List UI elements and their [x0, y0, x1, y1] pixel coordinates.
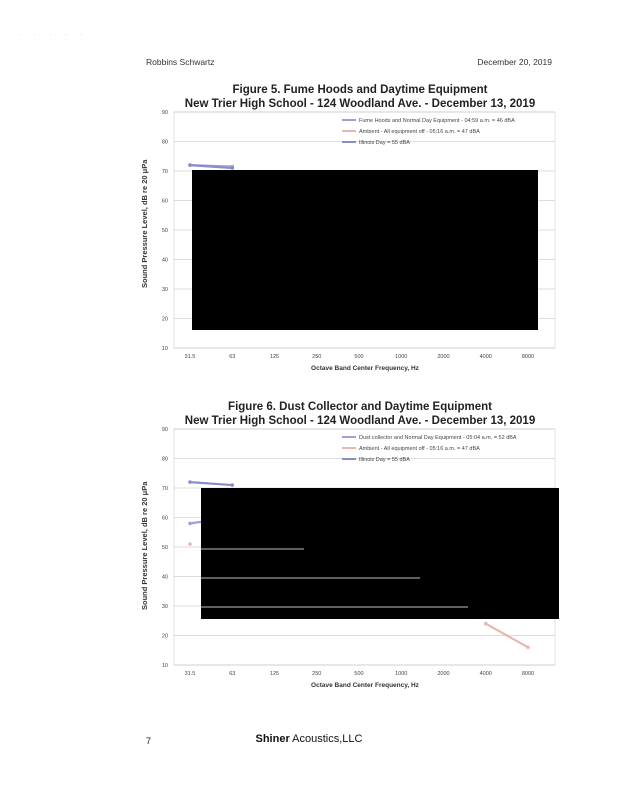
figure-6-title: [140, 400, 580, 428]
figure-6-y-tick-label: 20: [161, 633, 168, 640]
figure-6-x-tick-label: 2000: [437, 671, 450, 677]
figure-6-y-tick-label: 50: [161, 545, 168, 551]
figure-5-y-tick-label: 90: [161, 110, 168, 116]
figure-6-y-tick-label: 30: [161, 604, 168, 610]
figure-5-x-tick-label: 500: [354, 354, 364, 360]
header-client: Robbins Schwartz: [146, 57, 215, 67]
figure-6-y-tick-label: 80: [161, 456, 168, 463]
figure-5-x-tick-label: 63: [229, 354, 236, 360]
footer-brand-bold: Shiner: [255, 733, 290, 745]
figure-6-x-tick-label: 31.5: [184, 671, 196, 677]
header-date: December 20, 2019: [477, 57, 552, 67]
figure-6-y-tick-label: 40: [161, 574, 168, 581]
figure-5-x-tick-label: 125: [269, 354, 280, 360]
figure-6-y-tick-label: 90: [161, 427, 168, 433]
figure-6-title-line1: Figure 6. Dust Collector and Daytime Equipment: [228, 401, 492, 413]
figure-5-x-tick-label: 2000: [437, 354, 450, 360]
figure-5-y-tick-label: 70: [161, 169, 168, 175]
page-number: 7: [146, 736, 152, 746]
figure-6-y-axis-label: Sound Pressure Level, dB re 20 μPa: [140, 481, 149, 610]
scan-speck: · · · · ·: [18, 32, 89, 38]
figure-5-title-line1: Figure 5. Fume Hoods and Daytime Equipment: [232, 84, 488, 96]
figure-5-y-tick-label: 10: [161, 346, 168, 352]
figure-5-y-axis-label: Sound Pressure Level, dB re 20 μPa: [140, 159, 149, 288]
figure-6-series-line: [190, 482, 232, 485]
footer-brand-rest: Acoustics,LLC: [289, 733, 363, 745]
figure-5-y-tick-label: 40: [161, 257, 168, 264]
figure-5-chart: [130, 108, 570, 373]
figure-5-y-tick-label: 20: [161, 316, 168, 323]
figure-5-y-tick-label: 80: [161, 139, 168, 146]
figure-6-y-tick-label: 10: [161, 663, 168, 669]
figure-6-y-tick-label: 60: [161, 515, 168, 522]
figure-6-x-tick-label: 250: [312, 671, 322, 677]
figure-6-legend-entry: Dust collector and Normal Day Equipment - 05:04 a.m. = 52 dBA: [359, 435, 517, 441]
figure-5-y-tick-label: 60: [161, 198, 168, 205]
figure-5-y-tick-label: 30: [161, 287, 168, 293]
figure-6-legend-entry: Illinois Day = 55 dBA: [359, 457, 410, 463]
figure-5-x-tick-label: 4000: [479, 354, 492, 360]
figure-6-x-tick-label: 4000: [479, 671, 492, 677]
figure-5-redaction-box: [192, 170, 538, 330]
figure-5-legend-entry: Ambient - All equipment off - 05:16 a.m. = 47 dBA: [359, 129, 480, 135]
figure-6-chart: [130, 425, 570, 690]
figure-5-legend-entry: Illinois Day = 55 dBA: [359, 140, 410, 146]
figure-5-legend-entry: Fume Hoods and Normal Day Equipment - 04:59 a.m. = 46 dBA: [359, 118, 515, 124]
figure-5-x-tick-label: 250: [312, 354, 322, 360]
figure-6-x-tick-label: 63: [229, 671, 236, 677]
figure-6-redaction-box: [201, 488, 559, 619]
figure-5-title: [140, 83, 580, 111]
figure-5-x-tick-label: 31.5: [184, 354, 196, 360]
figure-5-x-axis-label: Octave Band Center Frequency, Hz: [311, 365, 419, 372]
figure-6-x-axis-label: Octave Band Center Frequency, Hz: [311, 682, 419, 689]
figure-6-x-tick-label: 8000: [521, 671, 535, 677]
figure-6-title-line2: New Trier High School - 124 Woodland Ave. - December 13, 2019: [184, 415, 536, 427]
figure-6-legend-entry: Ambient - All equipment off - 05:16 a.m. = 47 dBA: [359, 446, 480, 452]
figure-5-x-tick-label: 8000: [521, 354, 535, 360]
figure-6-data-point: [188, 542, 192, 546]
figure-5-title-line2: New Trier High School - 124 Woodland Ave. - December 13, 2019: [184, 98, 536, 110]
figure-6-y-tick-label: 70: [161, 486, 168, 492]
figure-6-x-tick-label: 125: [269, 671, 280, 677]
footer-brand: [0, 733, 618, 745]
figure-6-x-tick-label: 500: [354, 671, 364, 677]
figure-6-x-tick-label: 1000: [395, 671, 408, 677]
figure-5-y-tick-label: 50: [161, 228, 168, 234]
figure-5-x-tick-label: 1000: [395, 354, 408, 360]
